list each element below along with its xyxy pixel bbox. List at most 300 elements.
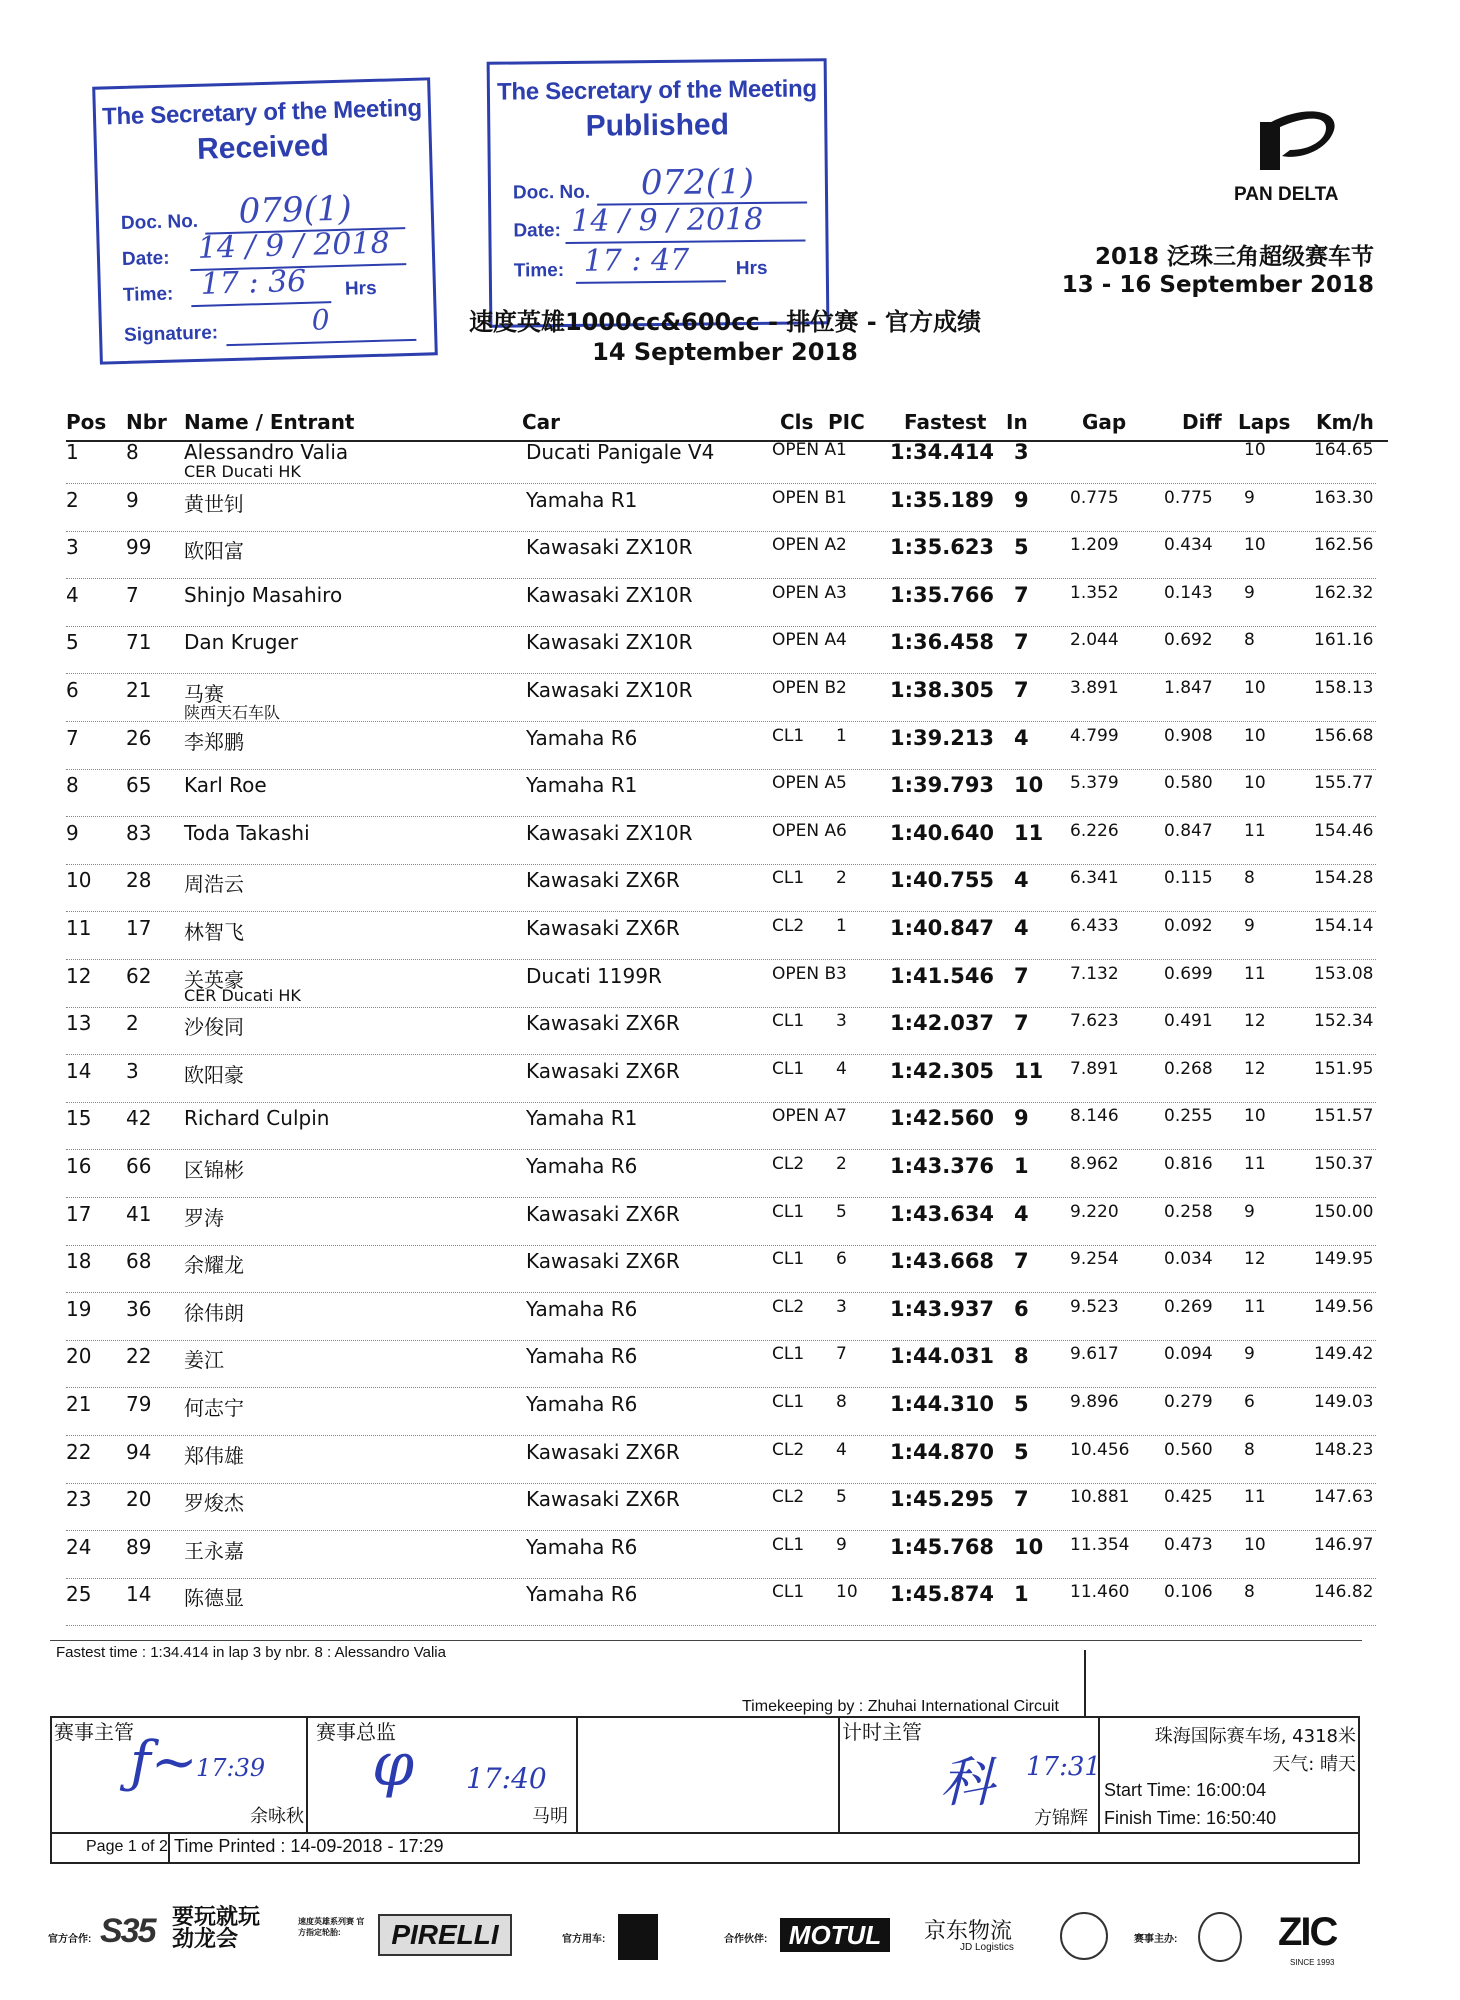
col-pos: Pos bbox=[66, 410, 107, 434]
table-row bbox=[66, 626, 1376, 674]
timing-signature: 科 bbox=[940, 1751, 994, 1814]
published-stamp bbox=[487, 58, 830, 328]
row-in: 10 bbox=[1014, 773, 1044, 798]
row-kmh: 147.63 bbox=[1314, 1487, 1374, 1508]
col-cls: Cls bbox=[780, 410, 814, 434]
row-nbr: 36 bbox=[126, 1296, 152, 1321]
published-date-label: Date: bbox=[513, 220, 562, 242]
row-car: Kawasaki ZX10R bbox=[526, 630, 693, 655]
published-stamp-status: Published bbox=[585, 108, 730, 143]
footer-divider bbox=[1084, 1650, 1086, 1716]
row-kmh: 158.13 bbox=[1314, 678, 1374, 698]
row-car: Kawasaki ZX6R bbox=[526, 1201, 680, 1226]
row-in: 11 bbox=[1014, 820, 1044, 845]
received-stamp-status: Received bbox=[196, 129, 330, 166]
table-row bbox=[66, 1245, 1376, 1293]
row-car: Kawasaki ZX10R bbox=[526, 582, 693, 607]
row-kmh: 151.95 bbox=[1314, 1058, 1374, 1079]
row-fastest: 1:43.376 bbox=[890, 1154, 995, 1178]
table-row bbox=[66, 960, 1376, 1008]
col-nbr: Nbr bbox=[126, 410, 167, 434]
row-pic: 4 bbox=[836, 630, 847, 651]
row-cls: OPEN B bbox=[772, 487, 837, 508]
row-nbr: 9 bbox=[126, 487, 139, 512]
row-cls: OPEN A bbox=[772, 630, 837, 651]
row-nbr: 71 bbox=[126, 630, 152, 655]
row-diff: 0.115 bbox=[1164, 868, 1213, 889]
row-kmh: 162.32 bbox=[1314, 582, 1374, 603]
event-dates: 13 - 16 September 2018 bbox=[1061, 272, 1374, 298]
row-gap: 9.896 bbox=[1070, 1392, 1119, 1412]
received-doc-value: 079(1) bbox=[238, 188, 353, 232]
row-diff: 0.473 bbox=[1164, 1534, 1213, 1555]
row-cls: CL1 bbox=[772, 1344, 805, 1365]
row-laps: 8 bbox=[1244, 630, 1255, 651]
s35-logo: S35 bbox=[100, 1912, 155, 1950]
row-fastest: 1:40.640 bbox=[890, 820, 995, 845]
row-cls: CL2 bbox=[772, 1487, 805, 1508]
row-car: Yamaha R6 bbox=[526, 1344, 638, 1369]
motul-logo: MOTUL bbox=[780, 1918, 890, 1952]
row-laps: 11 bbox=[1244, 1487, 1266, 1508]
row-name: 姜江 bbox=[184, 1348, 224, 1373]
row-cls: OPEN B bbox=[772, 963, 837, 984]
table-row bbox=[66, 864, 1376, 912]
row-gap: 7.891 bbox=[1070, 1058, 1119, 1079]
table-row bbox=[66, 1198, 1376, 1246]
row-nbr: 21 bbox=[126, 678, 152, 702]
received-signature-label: Signature: bbox=[123, 322, 219, 346]
row-fastest: 1:40.847 bbox=[890, 916, 995, 940]
row-in: 8 bbox=[1014, 1344, 1029, 1369]
row-diff: 0.279 bbox=[1164, 1392, 1213, 1412]
row-laps: 10 bbox=[1244, 1534, 1266, 1555]
row-gap: 6.341 bbox=[1070, 868, 1119, 889]
row-in: 4 bbox=[1014, 1201, 1029, 1226]
zic-since: SINCE 1993 bbox=[1290, 1958, 1335, 1967]
row-kmh: 152.34 bbox=[1314, 1011, 1374, 1032]
row-pos: 13 bbox=[66, 1011, 92, 1036]
received-stamp bbox=[92, 77, 438, 364]
director-name: 马明 bbox=[532, 1806, 568, 1827]
row-fastest: 1:39.213 bbox=[890, 725, 995, 750]
row-pos: 12 bbox=[66, 963, 92, 988]
row-diff: 0.094 bbox=[1164, 1344, 1213, 1365]
row-laps: 9 bbox=[1244, 916, 1255, 936]
row-cls: CL2 bbox=[772, 1154, 805, 1174]
row-entrant: CER Ducati HK bbox=[184, 985, 301, 1005]
col-pic: PIC bbox=[828, 410, 865, 434]
row-diff: 0.258 bbox=[1164, 1201, 1213, 1222]
row-cls: CL2 bbox=[772, 916, 805, 936]
row-kmh: 164.65 bbox=[1314, 440, 1374, 460]
row-pic: 1 bbox=[836, 440, 847, 460]
row-pic: 5 bbox=[836, 773, 847, 794]
row-pos: 21 bbox=[66, 1392, 92, 1416]
row-pic: 9 bbox=[836, 1534, 847, 1555]
table-row bbox=[66, 722, 1376, 770]
row-kmh: 155.77 bbox=[1314, 773, 1374, 794]
row-gap: 7.132 bbox=[1070, 963, 1119, 984]
row-fastest: 1:42.560 bbox=[890, 1106, 995, 1131]
row-car: Kawasaki ZX6R bbox=[526, 868, 680, 893]
row-fastest: 1:36.458 bbox=[890, 630, 995, 655]
row-cls: CL1 bbox=[772, 725, 805, 746]
pan-delta-logo-text: PAN DELTA bbox=[1234, 184, 1339, 205]
row-car: Ducati 1199R bbox=[526, 963, 662, 988]
row-gap: 10.456 bbox=[1070, 1439, 1130, 1460]
row-gap: 6.433 bbox=[1070, 916, 1119, 936]
dragon-logo: 要玩就玩 劲龙会 bbox=[172, 1904, 261, 1951]
director-time: 17:40 bbox=[466, 1762, 547, 1795]
row-kmh: 154.46 bbox=[1314, 820, 1374, 841]
row-pic: 7 bbox=[836, 1344, 847, 1365]
row-pos: 19 bbox=[66, 1296, 92, 1321]
start-time: Start Time: 16:00:04 bbox=[1104, 1780, 1267, 1800]
row-pos: 4 bbox=[66, 582, 79, 607]
row-in: 1 bbox=[1014, 1154, 1029, 1178]
official-car-logo bbox=[618, 1914, 658, 1960]
row-in: 4 bbox=[1014, 725, 1029, 750]
published-doc-label: Doc. No. bbox=[512, 181, 591, 204]
row-gap: 9.254 bbox=[1070, 1249, 1119, 1270]
footer-rule bbox=[50, 1640, 1362, 1641]
row-diff: 0.269 bbox=[1164, 1296, 1213, 1317]
row-pos: 7 bbox=[66, 725, 79, 750]
page-number: Page 1 of 2 bbox=[86, 1838, 168, 1855]
row-fastest: 1:41.546 bbox=[890, 963, 995, 988]
pan-delta-logo-mark bbox=[1230, 100, 1350, 180]
table-row bbox=[66, 1531, 1376, 1579]
table-row bbox=[66, 1388, 1376, 1436]
clerk-time: 17:39 bbox=[196, 1754, 266, 1782]
row-in: 10 bbox=[1014, 1534, 1044, 1559]
row-name: 陈德显 bbox=[184, 1586, 244, 1611]
table-row bbox=[66, 579, 1376, 627]
clerk-name: 余咏秋 bbox=[250, 1806, 304, 1827]
row-pos: 14 bbox=[66, 1058, 92, 1083]
row-diff: 0.143 bbox=[1164, 582, 1213, 603]
row-car: Yamaha R6 bbox=[526, 1534, 638, 1559]
row-pos: 24 bbox=[66, 1534, 92, 1559]
row-pic: 6 bbox=[836, 820, 847, 841]
row-name: 罗涛 bbox=[184, 1205, 224, 1230]
row-cls: OPEN B bbox=[772, 678, 837, 698]
table-row bbox=[66, 817, 1376, 865]
row-diff: 0.692 bbox=[1164, 630, 1213, 651]
table-row bbox=[66, 1150, 1376, 1198]
row-nbr: 3 bbox=[126, 1058, 139, 1083]
row-name: Shinjo Masahiro bbox=[184, 582, 343, 607]
row-cls: CL2 bbox=[772, 1296, 805, 1317]
table-row bbox=[66, 1340, 1376, 1388]
row-gap: 0.775 bbox=[1070, 487, 1119, 508]
row-pic: 2 bbox=[836, 535, 847, 556]
row-gap: 9.220 bbox=[1070, 1201, 1119, 1222]
row-car: Kawasaki ZX10R bbox=[526, 820, 693, 845]
row-in: 9 bbox=[1014, 1106, 1029, 1131]
row-nbr: 28 bbox=[126, 868, 152, 893]
row-in: 5 bbox=[1014, 1439, 1029, 1464]
row-in: 5 bbox=[1014, 1392, 1029, 1416]
row-kmh: 150.37 bbox=[1314, 1154, 1374, 1174]
row-gap: 3.891 bbox=[1070, 678, 1119, 698]
row-nbr: 66 bbox=[126, 1154, 152, 1178]
row-car: Yamaha R1 bbox=[526, 487, 638, 512]
received-date-value: 14 / 9 / 2018 bbox=[197, 225, 391, 266]
row-car: Yamaha R6 bbox=[526, 1582, 638, 1607]
row-laps: 8 bbox=[1244, 1439, 1255, 1460]
timing-time: 17:31 bbox=[1026, 1752, 1101, 1782]
row-kmh: 146.97 bbox=[1314, 1534, 1374, 1555]
row-pos: 9 bbox=[66, 820, 79, 845]
row-diff: 0.268 bbox=[1164, 1058, 1213, 1079]
col-diff: Diff bbox=[1182, 410, 1222, 434]
row-pic: 3 bbox=[836, 582, 847, 603]
published-stamp-title: The Secretary of the Meeting bbox=[496, 75, 817, 106]
row-car: Kawasaki ZX6R bbox=[526, 1011, 680, 1036]
row-pic: 8 bbox=[836, 1392, 847, 1412]
row-nbr: 8 bbox=[126, 440, 139, 464]
row-diff: 0.434 bbox=[1164, 535, 1213, 556]
row-laps: 11 bbox=[1244, 1296, 1266, 1317]
row-gap: 11.354 bbox=[1070, 1534, 1130, 1555]
row-pic: 3 bbox=[836, 1296, 847, 1317]
row-name: 郑伟雄 bbox=[184, 1443, 244, 1468]
row-fastest: 1:45.874 bbox=[890, 1582, 995, 1607]
row-nbr: 89 bbox=[126, 1534, 152, 1559]
row-nbr: 20 bbox=[126, 1487, 152, 1512]
pan-delta-logo bbox=[1230, 100, 1350, 210]
row-gap: 10.881 bbox=[1070, 1487, 1130, 1508]
jd-logo: 京东物流 bbox=[924, 1918, 1013, 1943]
sig-divider-2 bbox=[576, 1716, 578, 1834]
row-nbr: 26 bbox=[126, 725, 152, 750]
timekeeping-note: Timekeeping by : Zhuhai International Circuit bbox=[742, 1698, 1059, 1715]
row-pos: 5 bbox=[66, 630, 79, 655]
row-pos: 11 bbox=[66, 916, 92, 940]
row-name: 沙俊同 bbox=[184, 1015, 244, 1040]
row-car: Kawasaki ZX6R bbox=[526, 1439, 680, 1464]
timing-label: 计时主管 bbox=[842, 1720, 922, 1744]
col-kmh: Km/h bbox=[1316, 410, 1374, 434]
row-name: 林智飞 bbox=[184, 920, 244, 944]
row-diff: 0.106 bbox=[1164, 1582, 1213, 1603]
row-pos: 10 bbox=[66, 868, 92, 893]
received-time-value: 17 : 36 bbox=[200, 263, 307, 302]
row-name: Dan Kruger bbox=[184, 630, 298, 655]
row-name: 黄世钊 bbox=[184, 491, 244, 516]
row-entrant: 陕西天石车队 bbox=[184, 703, 281, 722]
row-nbr: 41 bbox=[126, 1201, 152, 1226]
received-date-label: Date: bbox=[121, 247, 170, 271]
row-in: 5 bbox=[1014, 535, 1029, 560]
row-laps: 9 bbox=[1244, 487, 1255, 508]
row-laps: 11 bbox=[1244, 963, 1266, 984]
row-car: Yamaha R1 bbox=[526, 773, 638, 798]
row-in: 11 bbox=[1014, 1058, 1044, 1083]
row-cls: CL1 bbox=[772, 1011, 805, 1032]
received-stamp-title: The Secretary of the Meeting bbox=[101, 94, 423, 131]
row-cls: CL2 bbox=[772, 1439, 805, 1460]
row-car: Yamaha R6 bbox=[526, 725, 638, 750]
row-in: 3 bbox=[1014, 440, 1029, 464]
row-laps: 10 bbox=[1244, 678, 1266, 698]
row-name: 关英豪 bbox=[184, 967, 244, 992]
jd-sub: JD Logistics bbox=[960, 1942, 1014, 1953]
row-pic: 4 bbox=[836, 1439, 847, 1460]
row-pos: 3 bbox=[66, 535, 79, 560]
row-pos: 25 bbox=[66, 1582, 92, 1607]
row-name: 李郑鹏 bbox=[184, 729, 244, 754]
row-laps: 12 bbox=[1244, 1011, 1266, 1032]
official-car-label: 官方用车: bbox=[562, 1934, 606, 1945]
row-laps: 9 bbox=[1244, 1201, 1255, 1222]
row-gap: 1.352 bbox=[1070, 582, 1119, 603]
row-nbr: 99 bbox=[126, 535, 152, 560]
table-row bbox=[66, 531, 1376, 579]
row-fastest: 1:44.310 bbox=[890, 1392, 995, 1416]
received-hrs: Hrs bbox=[344, 277, 377, 300]
row-name: 何志宁 bbox=[184, 1396, 244, 1420]
pirelli-logo: PIRELLI bbox=[378, 1914, 512, 1956]
row-gap: 1.209 bbox=[1070, 535, 1119, 556]
row-in: 7 bbox=[1014, 582, 1029, 607]
row-nbr: 7 bbox=[126, 582, 139, 607]
published-hrs: Hrs bbox=[735, 257, 768, 280]
received-doc-label: Doc. No. bbox=[120, 210, 199, 235]
row-fastest: 1:40.755 bbox=[890, 868, 995, 893]
row-kmh: 149.03 bbox=[1314, 1392, 1374, 1412]
row-pic: 5 bbox=[836, 1201, 847, 1222]
row-nbr: 2 bbox=[126, 1011, 139, 1036]
row-diff: 0.092 bbox=[1164, 916, 1213, 936]
table-row bbox=[66, 1007, 1376, 1055]
row-fastest: 1:43.937 bbox=[890, 1296, 995, 1321]
row-kmh: 154.14 bbox=[1314, 916, 1374, 936]
row-gap: 9.523 bbox=[1070, 1296, 1119, 1317]
row-name: Karl Roe bbox=[184, 773, 267, 798]
row-in: 7 bbox=[1014, 963, 1029, 988]
row-name: Toda Takashi bbox=[184, 820, 310, 845]
row-cls: CL1 bbox=[772, 1249, 805, 1270]
time-printed: Time Printed : 14-09-2018 - 17:29 bbox=[174, 1836, 444, 1856]
row-kmh: 162.56 bbox=[1314, 535, 1374, 556]
partner-label: 合作伙伴: bbox=[724, 1934, 768, 1945]
row-nbr: 79 bbox=[126, 1392, 152, 1416]
row-gap: 2.044 bbox=[1070, 630, 1119, 651]
row-in: 7 bbox=[1014, 1249, 1029, 1274]
row-gap: 9.617 bbox=[1070, 1344, 1119, 1365]
row-gap: 11.460 bbox=[1070, 1582, 1130, 1603]
row-laps: 8 bbox=[1244, 1582, 1255, 1603]
association-logo bbox=[1060, 1912, 1108, 1960]
row-pos: 6 bbox=[66, 678, 79, 702]
row-name: Alessandro Valia bbox=[184, 440, 349, 464]
print-divider bbox=[168, 1832, 170, 1864]
row-pos: 22 bbox=[66, 1439, 92, 1464]
clerk-signature: ƒ~ bbox=[130, 1730, 198, 1795]
fastest-time-note: Fastest time : 1:34.414 in lap 3 by nbr. 8 : Alessandro Valia bbox=[56, 1644, 446, 1661]
table-row bbox=[66, 436, 1376, 484]
row-fastest: 1:45.768 bbox=[890, 1534, 995, 1559]
row-in: 7 bbox=[1014, 1011, 1029, 1036]
row-fastest: 1:45.295 bbox=[890, 1487, 995, 1512]
row-fastest: 1:44.031 bbox=[890, 1344, 995, 1369]
row-in: 7 bbox=[1014, 630, 1029, 655]
sig-divider-1 bbox=[306, 1716, 308, 1834]
table-row bbox=[66, 1578, 1376, 1626]
row-diff: 1.847 bbox=[1164, 678, 1213, 698]
row-laps: 9 bbox=[1244, 582, 1255, 603]
row-kmh: 151.57 bbox=[1314, 1106, 1374, 1127]
host-label: 赛事主办: bbox=[1134, 1934, 1178, 1945]
row-in: 4 bbox=[1014, 868, 1029, 893]
timing-name: 方锦辉 bbox=[1034, 1808, 1088, 1829]
row-fastest: 1:42.305 bbox=[890, 1058, 995, 1083]
director-signature: φ bbox=[372, 1730, 415, 1800]
row-name: 王永嘉 bbox=[184, 1538, 244, 1563]
row-name: 马赛 bbox=[184, 682, 224, 706]
row-name: 余耀龙 bbox=[184, 1253, 244, 1278]
col-gap: Gap bbox=[1082, 410, 1127, 434]
row-pic: 2 bbox=[836, 868, 847, 889]
row-name: 周浩云 bbox=[184, 872, 244, 897]
weather-info: 天气: 晴天 bbox=[1272, 1754, 1356, 1775]
row-kmh: 149.56 bbox=[1314, 1296, 1374, 1317]
row-name: 区锦彬 bbox=[184, 1158, 244, 1182]
row-name: 徐伟朗 bbox=[184, 1300, 244, 1325]
col-laps: Laps bbox=[1238, 410, 1291, 434]
row-pos: 8 bbox=[66, 773, 79, 798]
row-cls: OPEN A bbox=[772, 773, 837, 794]
row-nbr: 65 bbox=[126, 773, 152, 798]
published-time-value: 17 : 47 bbox=[583, 242, 690, 279]
row-diff: 0.425 bbox=[1164, 1487, 1213, 1508]
row-fastest: 1:35.623 bbox=[890, 535, 995, 560]
row-gap: 8.146 bbox=[1070, 1106, 1119, 1127]
row-laps: 8 bbox=[1244, 868, 1255, 889]
table-row bbox=[66, 1436, 1376, 1484]
row-pos: 20 bbox=[66, 1344, 92, 1369]
row-fastest: 1:39.793 bbox=[890, 773, 995, 798]
row-car: Ducati Panigale V4 bbox=[526, 440, 715, 464]
table-row bbox=[66, 484, 1376, 532]
row-cls: OPEN A bbox=[772, 1106, 837, 1127]
row-nbr: 22 bbox=[126, 1344, 152, 1369]
row-kmh: 150.00 bbox=[1314, 1201, 1374, 1222]
row-laps: 10 bbox=[1244, 773, 1266, 794]
row-diff: 0.699 bbox=[1164, 963, 1213, 984]
row-nbr: 68 bbox=[126, 1249, 152, 1274]
row-pic: 3 bbox=[836, 1011, 847, 1032]
row-name: 欧阳豪 bbox=[184, 1062, 244, 1087]
row-fastest: 1:35.189 bbox=[890, 487, 995, 512]
row-in: 7 bbox=[1014, 678, 1029, 702]
row-cls: OPEN A bbox=[772, 582, 837, 603]
row-pos: 2 bbox=[66, 487, 79, 512]
row-fastest: 1:38.305 bbox=[890, 678, 995, 702]
row-gap: 8.962 bbox=[1070, 1154, 1119, 1174]
row-diff: 0.034 bbox=[1164, 1249, 1213, 1270]
circuit-info: 珠海国际赛车场, 4318米 bbox=[1154, 1726, 1356, 1747]
row-nbr: 17 bbox=[126, 916, 152, 940]
row-car: Kawasaki ZX6R bbox=[526, 916, 680, 940]
row-cls: CL1 bbox=[772, 1201, 805, 1222]
row-laps: 10 bbox=[1244, 440, 1266, 460]
row-kmh: 149.95 bbox=[1314, 1249, 1374, 1270]
row-kmh: 154.28 bbox=[1314, 868, 1374, 889]
